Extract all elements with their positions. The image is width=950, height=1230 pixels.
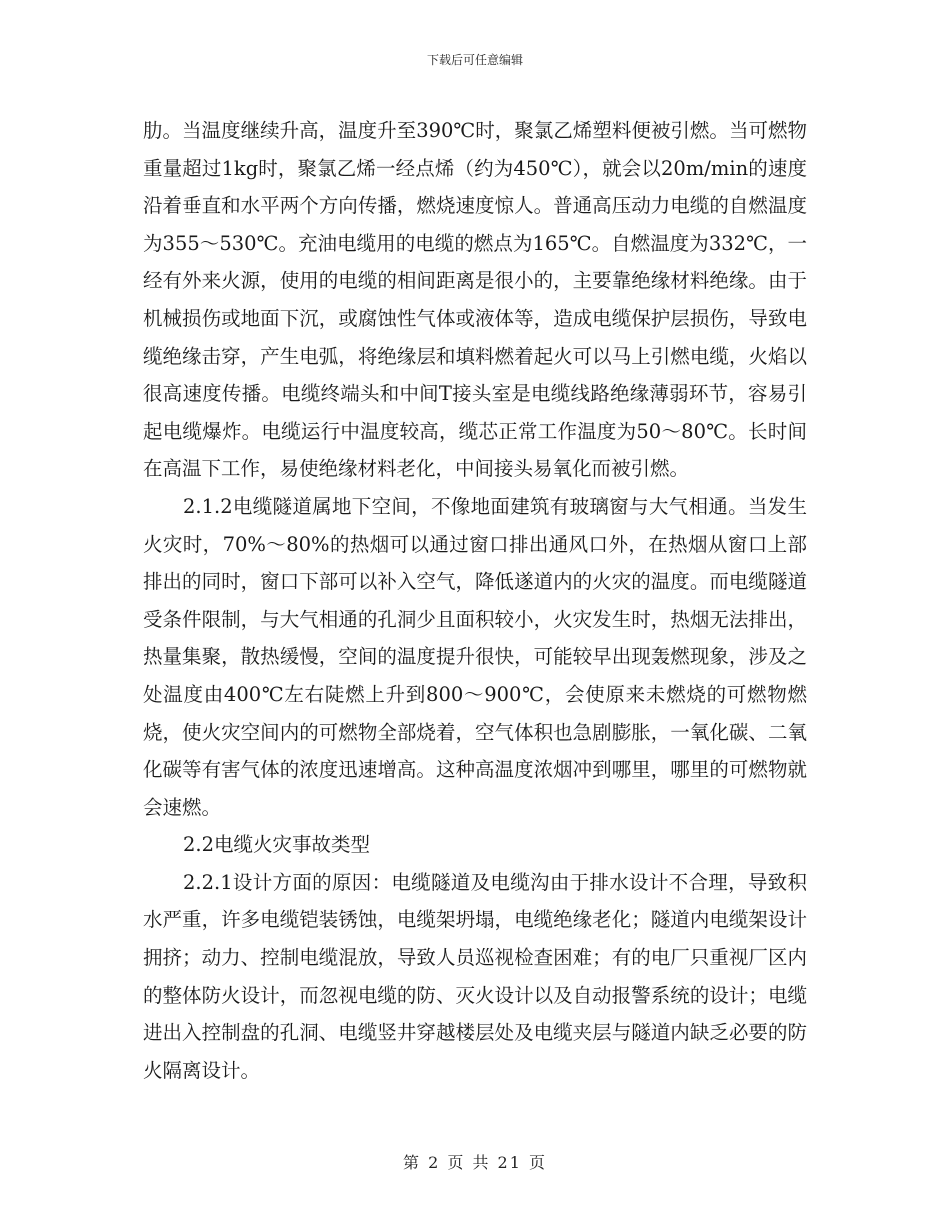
paragraph-continuation: 肋。当温度继续升高，温度升至390℃时，聚氯乙烯塑料便被引燃。当可燃物重量超过1kg时，聚氯乙烯一经点烯（约为450℃），就会以20m/min的速度沿着垂直和水平两个方向传播，燃烧速度惊人。普通高压动力电缆的自燃温度为355～530℃。充油电缆用的电缆的燃点为165℃。自燃温度为332℃，一经有外来火源，使用的电缆的相间距离是很小的，主要靠绝缘材料绝缘。由于机械损伤或地面下沉，或腐蚀性气体或液体等，造成电缆保护层损伤，导致电缆绝缘击穿，产生电弧，将绝缘层和填料燃着起火可以马上引燃电缆，火焰以很高速度传播。电缆终端头和中间T接头室是电缆线路绝缘薄弱环节，容易引起电缆爆炸。电缆运行中温度较高，缆芯正常工作温度为50～80℃。长时间在高温下工作，易使绝缘材料老化，中间接头易氧化而被引燃。: [143, 119, 807, 481]
paragraph-2-2-1: 2.2.1设计方面的原因：电缆隧道及电缆沟由于排水设计不合理，导致积水严重，许多电缆铠装锈蚀，电缆架坍塌，电缆绝缘老化；隧道内电缆架设计拥挤；动力、控制电缆混放，导致人员巡视检查困难；有的电厂只重视厂区内的整体防火设计，而忽视电缆的防、灭火设计以及自动报警系统的设计；电缆进出入控制盘的孔洞、电缆竖井穿越楼层处及电缆夹层与隧道内缺乏必要的防火隔离设计。: [143, 870, 807, 1082]
page-number-footer: 第 2 页 共 21 页: [403, 1153, 547, 1172]
paragraph-2-1-2: 2.1.2电缆隧道属地下空间，不像地面建筑有玻璃窗与大气相通。当发生火灾时，70%～80%的热烟可以通过窗口排出通风口外，在热烟从窗口上部排出的同时，窗口下部可以补入空气，降低遂道内的火灾的温度。而电缆隧道受条件限制，与大气相通的孔洞少且面积较小，火灾发生时，热烟无法排出，热量集聚，散热缓慢，空间的温度提升很快，可能较早出现轰燃现象，涉及之处温度由400℃左右陡燃上升到800～900℃，会使原来未燃烧的可燃物燃烧，使火灾空间内的可燃物全部烧着，空气体积也急剧膨胀，一氧化碳、二氧化碳等有害气体的浓度迅速增高。这种高温度浓烟冲到哪里，哪里的可燃物就会速燃。: [143, 494, 807, 819]
running-header: 下载后可任意编辑: [426, 53, 523, 67]
body-text: [143, 112, 807, 1089]
section-heading-2-2: 2.2电缆火灾事故类型: [183, 833, 371, 857]
